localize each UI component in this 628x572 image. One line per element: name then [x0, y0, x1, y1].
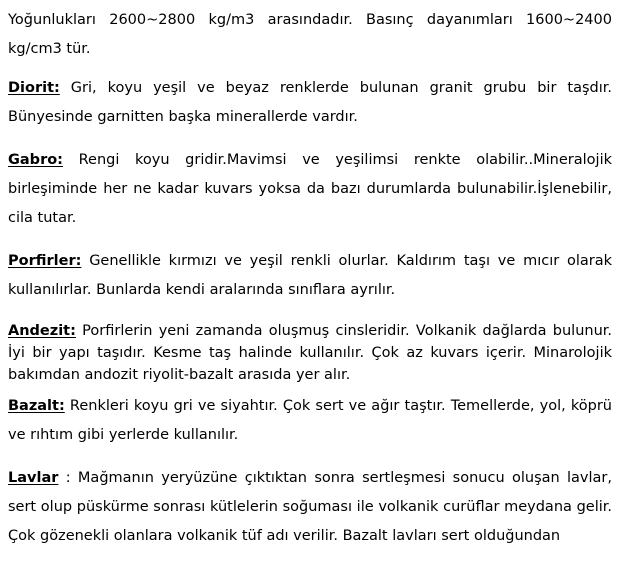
lavlar-description: : Mağmanın yeryüzüne çıktıktan sonra sertleşmesi sonucu oluşan lavlar, sert olup püskürme sonrası kütlelerin soğuması ile volkanik curüflar meydana gelir. Çok gözenekli olanlara volkanik tüf adı verilir. Bazalt lavları sert olduğundan	[8, 470, 612, 544]
bazalt-term: Bazalt:	[8, 398, 65, 414]
gabro-term: Gabro:	[8, 152, 63, 168]
lavlar-term: Lavlar	[8, 470, 59, 486]
gabro-description: Rengi koyu gridir.Mavimsi ve yeşilimsi renkte olabilir..Mineralojik birleşiminde her ne kadar kuvars yoksa da bazı durumlarda bulunabilir.İşlenebilir, cila tutar.	[8, 152, 612, 226]
document-page	[8, 6, 612, 551]
gabro-paragraph	[8, 146, 612, 233]
andezit-term: Andezit:	[8, 323, 76, 339]
bazalt-paragraph	[8, 392, 612, 450]
porfirler-term: Porfirler:	[8, 253, 82, 269]
diorit-paragraph	[8, 74, 612, 132]
andezit-paragraph	[8, 320, 612, 386]
diorit-description: Gri, koyu yeşil ve beyaz renklerde bulunan granit grubu bir taşdır. Bünyesinde garnitten başka minerallerde vardır.	[8, 80, 612, 125]
porfirler-paragraph	[8, 247, 612, 305]
bazalt-description: Renkleri koyu gri ve siyahtır. Çok sert ve ağır taştır. Temellerde, yol, köprü ve rıhtım gibi yerlerde kullanılır.	[8, 398, 612, 443]
diorit-term: Diorit:	[8, 80, 60, 96]
lavlar-paragraph	[8, 464, 612, 551]
andezit-description: Porfirlerin yeni zamanda oluşmuş cinsleridir. Volkanik dağlarda bulunur. İyi bir yapı taşıdır. Kesme taş halinde kullanılır. Çok az kuvars içerir. Minarolojik bakımdan andozit riyolit-bazalt arasıda yer alır.	[8, 323, 612, 383]
porfirler-description: Genellikle kırmızı ve yeşil renkli olurlar. Kaldırım taşı ve mıcır olarak kullanılırlar. Bunlarda kendi aralarında sınıflara ayrılır.	[8, 253, 612, 298]
intro-paragraph: Yoğunlukları 2600~2800 kg/m3 arasındadır. Basınç dayanımları 1600~2400 kg/cm3 tür.	[8, 12, 612, 57]
